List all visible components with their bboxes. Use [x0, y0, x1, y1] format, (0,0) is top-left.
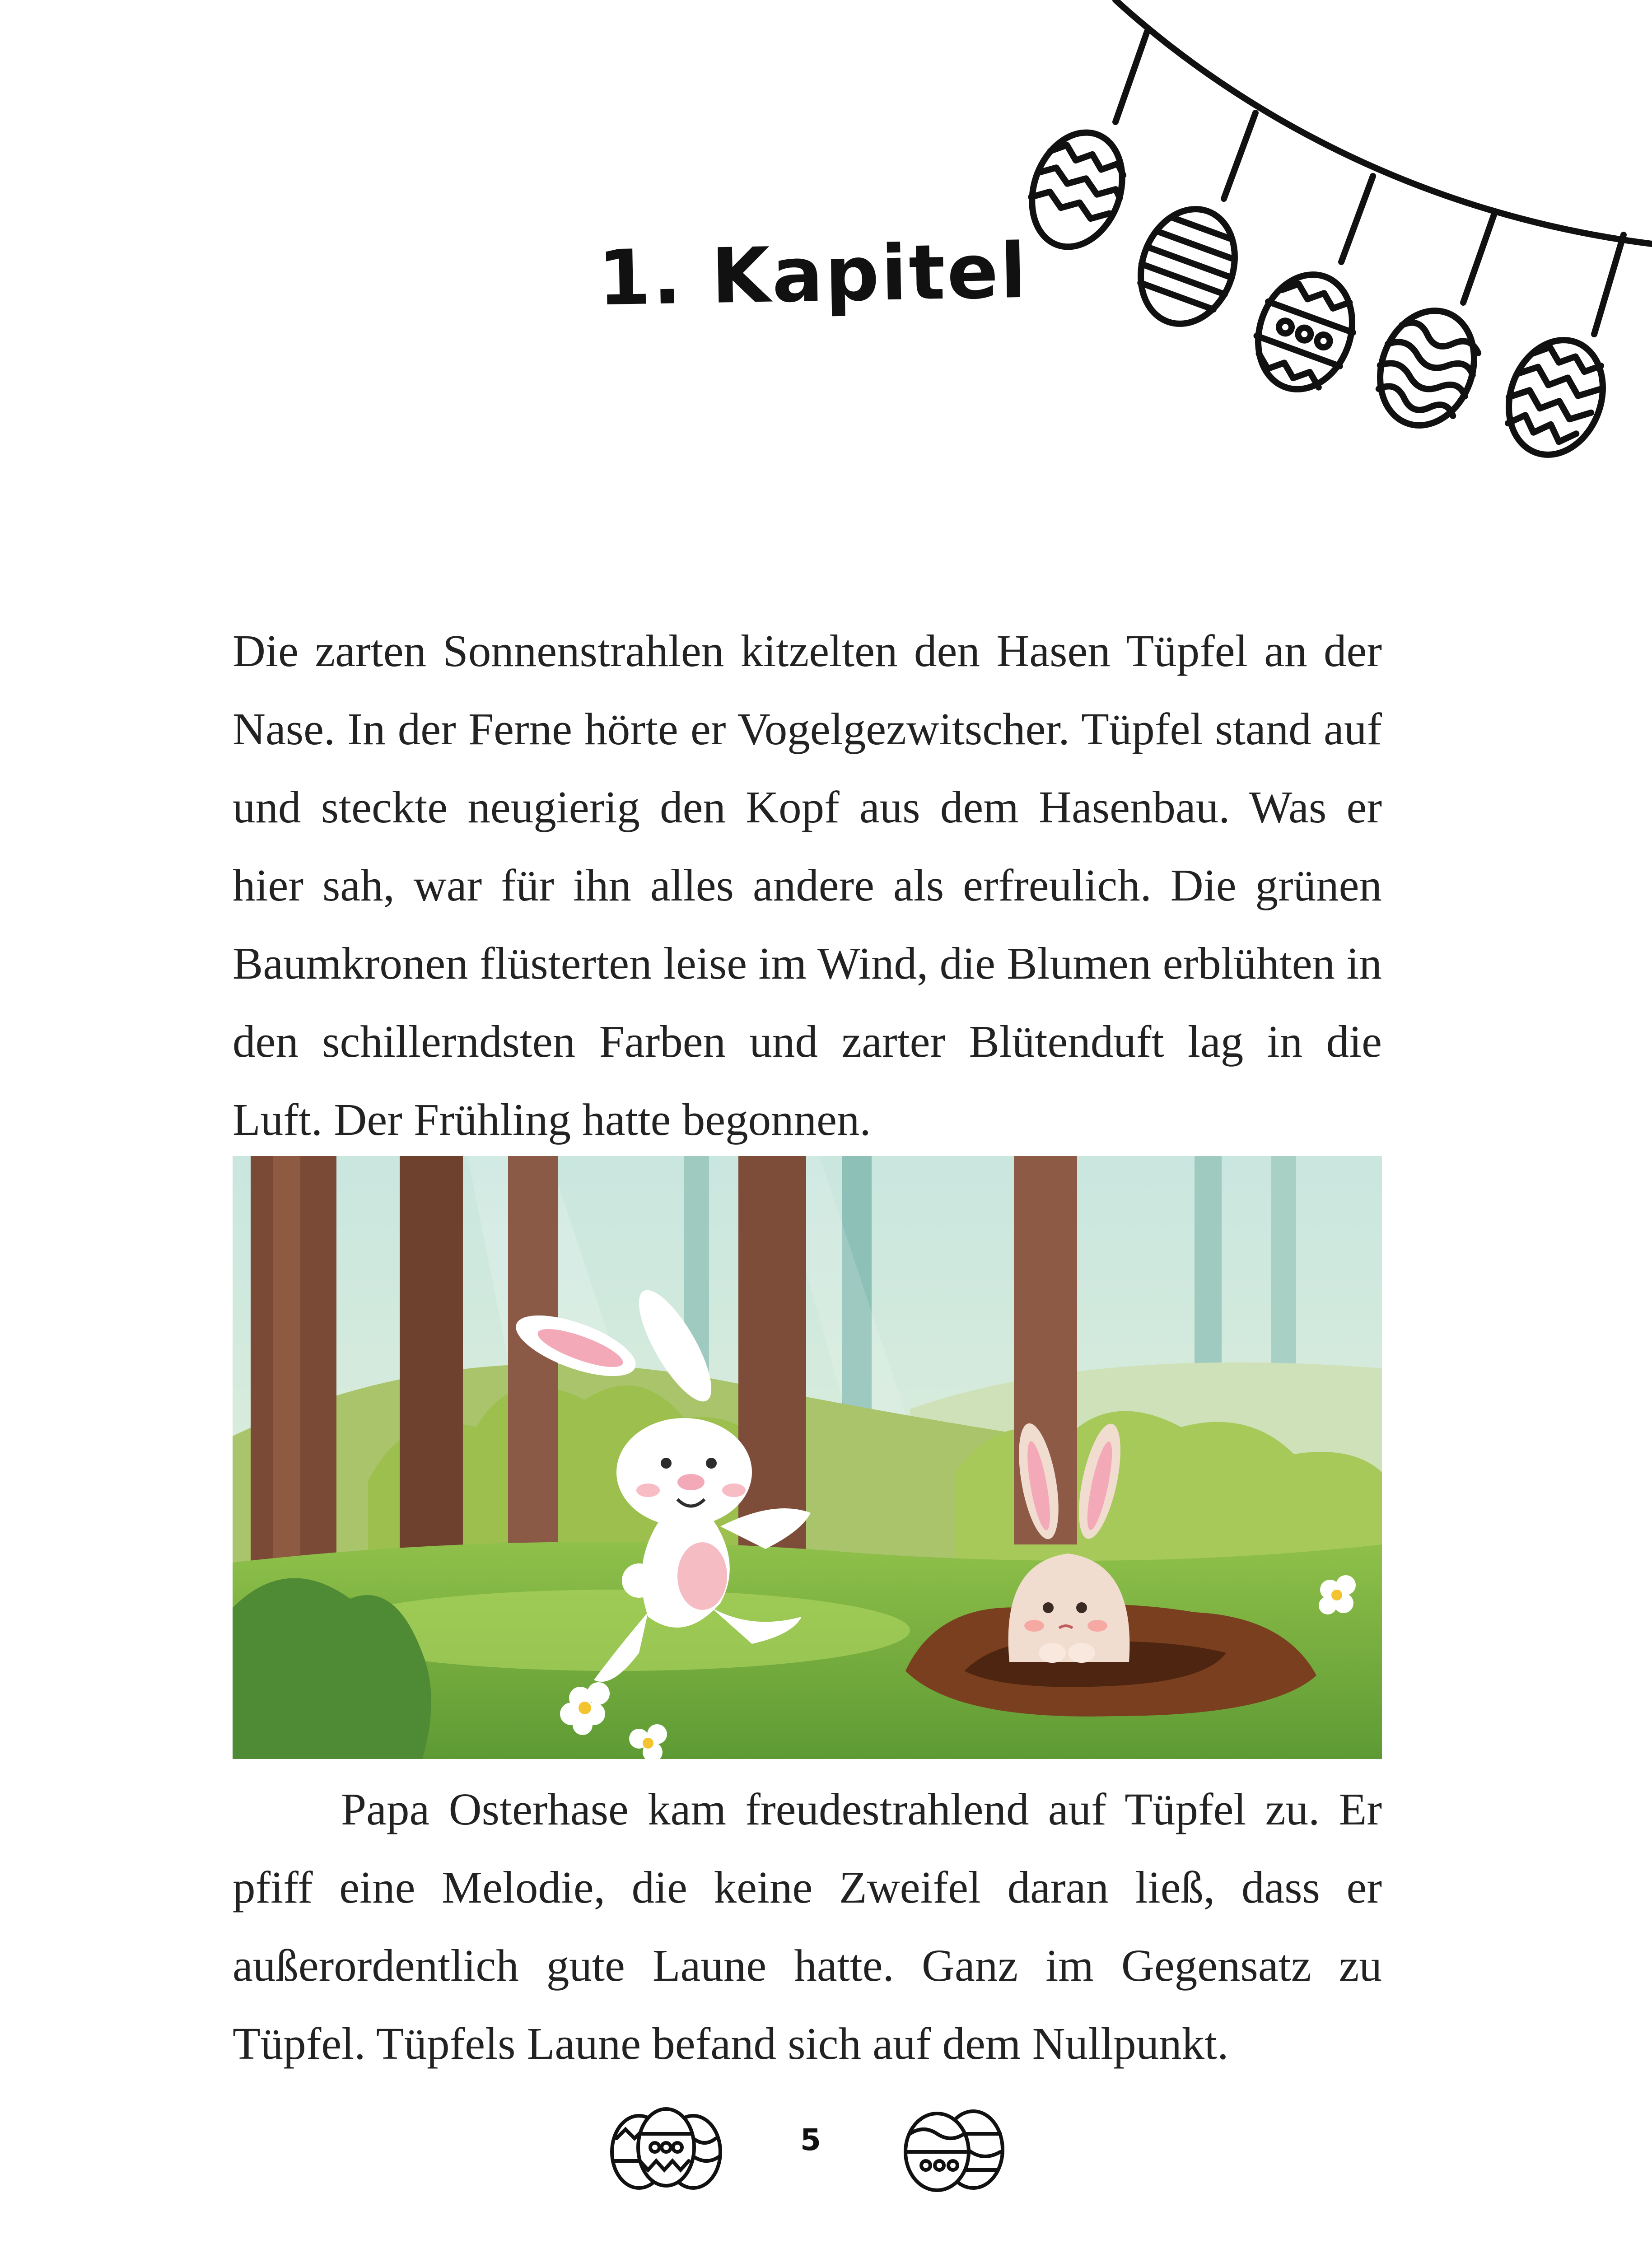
chapter-title: 1. Kapitel: [597, 226, 1029, 323]
paragraph-1: Die zarten Sonnenstrahlen kitzelten den Hasen Tüpfel an der Nase. In der Ferne hörte er Vogelgezwitscher. Tüpfel stand auf und steckte neugierig den Kopf aus dem Hasenbau. Was er hier sah, war für ihn alles andere als erfreulich. Die grünen Baumkronen flüsterten leise im Wind, die Blumen erblühten in den schillerndsten Farben und zarter Blütenduft lag in die Luft. Der Frühling hatte begonnen.: [233, 625, 1382, 1145]
easter-eggs-icon: [607, 2102, 725, 2193]
forest-bunnies-illustration: [233, 1156, 1382, 1759]
paragraph-2: Papa Osterhase kam freudestrahlend auf Tüpfel zu. Er pfiff eine Melodie, die keine Zweifel daran ließ, dass er außerordentlich gute Laune hatte. Ganz im Gegensatz zu Tüpfel. Tüpfels Laune befand sich auf dem Nullpunkt.: [233, 1784, 1382, 2069]
page-number: 5: [800, 2123, 821, 2157]
easter-eggs-icon: [896, 2102, 1014, 2193]
